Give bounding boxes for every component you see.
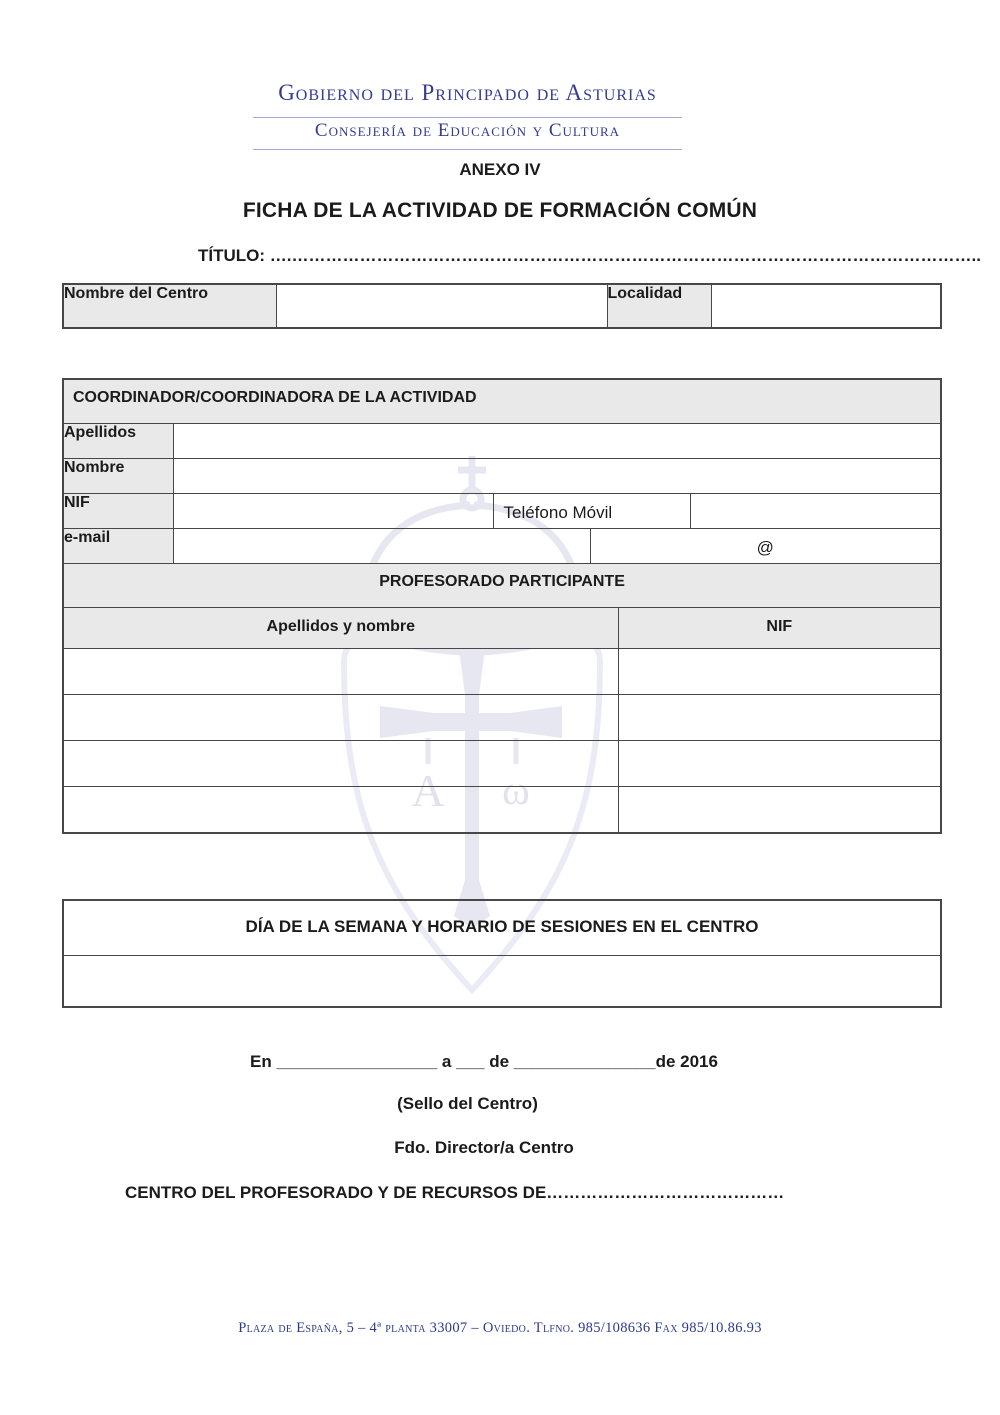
- participant-nif-field: [618, 695, 941, 741]
- participant-name-field: [63, 695, 618, 741]
- nif-field: [173, 494, 493, 529]
- participant-name-field: [63, 649, 618, 695]
- col-header-nif: NIF: [618, 608, 941, 649]
- center-table: [62, 283, 942, 329]
- table-row: [63, 529, 941, 564]
- table-row: [63, 564, 941, 608]
- titulo-line: TÍTULO: ….…………………………………………………………………………………………………………..: [198, 246, 981, 265]
- table-row: [63, 695, 941, 741]
- table-row: [63, 956, 941, 1008]
- header-divider-top: [253, 117, 682, 118]
- telefono-movil-label: Teléfono Móvil: [493, 494, 690, 529]
- coordinator-table: [62, 378, 942, 834]
- col-header-apellidos-nombre: Apellidos y nombre: [63, 608, 618, 649]
- footer-address: Plaza de España, 5 – 4ª planta 33007 – Oviedo. Tlfno. 985/108636 Fax 985/10.86.93: [238, 1320, 762, 1336]
- participant-nif-field: [618, 741, 941, 787]
- nombre-field: [173, 459, 941, 494]
- schedule-table: [62, 899, 942, 1008]
- email-user-field: [173, 529, 590, 564]
- department-name: Consejería de Educación y Cultura: [314, 120, 621, 141]
- table-row: [63, 379, 941, 424]
- table-row: [63, 459, 941, 494]
- table-row: [63, 284, 941, 328]
- table-row: [63, 608, 941, 649]
- centro-profesorado-line: CENTRO DEL PROFESORADO Y DE RECURSOS DE……………………………………: [125, 1183, 785, 1202]
- table-row: [63, 424, 941, 459]
- schedule-header: DÍA DE LA SEMANA Y HORARIO DE SESIONES EN EL CENTRO: [63, 900, 941, 956]
- participant-name-field: [63, 787, 618, 834]
- svg-text:Α: Α: [411, 765, 445, 816]
- table-row: [63, 787, 941, 834]
- participant-nif-field: [618, 787, 941, 834]
- table-row: [63, 741, 941, 787]
- profesorado-header: PROFESORADO PARTICIPANTE: [63, 564, 941, 608]
- header-divider-bottom: [253, 149, 682, 150]
- participant-name-field: [63, 741, 618, 787]
- participant-nif-field: [618, 649, 941, 695]
- table-row: [63, 900, 941, 956]
- table-row: [63, 649, 941, 695]
- table-row: [63, 494, 941, 529]
- localidad-label: Localidad: [607, 284, 711, 328]
- localidad-field: [711, 284, 941, 328]
- telefono-field: [690, 494, 941, 529]
- nombre-centro-field: [276, 284, 607, 328]
- document-title: FICHA DE LA ACTIVIDAD DE FORMACIÓN COMÚN: [242, 199, 758, 222]
- apellidos-label: Apellidos: [63, 424, 173, 459]
- sello-label: (Sello del Centro): [397, 1094, 538, 1113]
- nif-label: NIF: [63, 494, 173, 529]
- email-domain-field: @: [590, 529, 941, 564]
- apellidos-field: [173, 424, 941, 459]
- schedule-field: [63, 956, 941, 1008]
- email-label: e-mail: [63, 529, 173, 564]
- nombre-centro-label: Nombre del Centro: [63, 284, 276, 328]
- government-name: Gobierno del Principado de Asturias: [278, 80, 657, 105]
- fdo-label: Fdo. Director/a Centro: [394, 1138, 574, 1157]
- coordinator-header: COORDINADOR/COORDINADORA DE LA ACTIVIDAD: [63, 379, 941, 424]
- nombre-label: Nombre: [63, 459, 173, 494]
- date-fill-line: En _________________ a ___ de _______________de 2016: [250, 1052, 718, 1071]
- annex-label: ANEXO IV: [459, 160, 541, 179]
- svg-text:ω: ω: [502, 768, 530, 814]
